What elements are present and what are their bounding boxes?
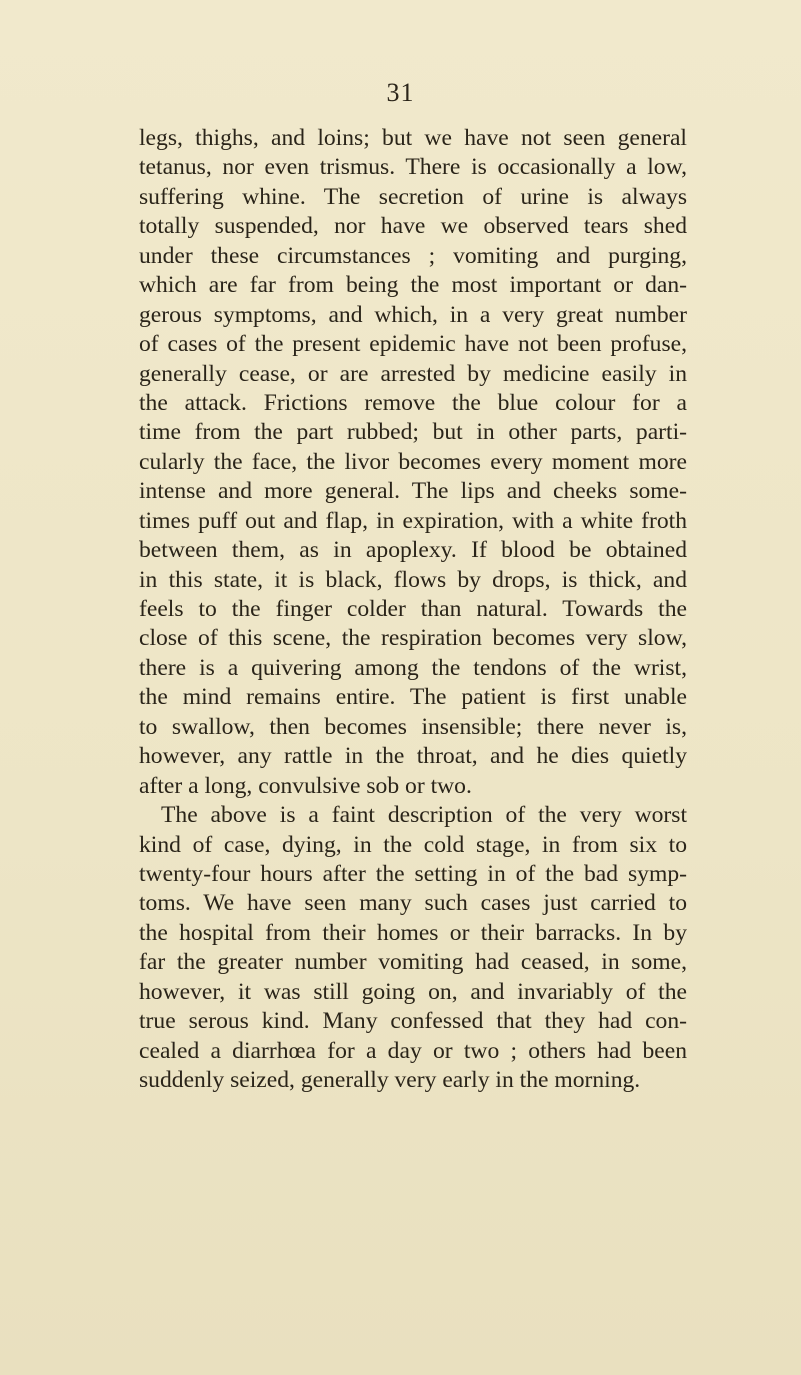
text-line: feels to the finger colder than natural. Towards the — [139, 596, 687, 622]
text-line: far the greater number vomiting had ceased, in some, — [139, 949, 687, 976]
text-line: of cases of the present epidemic have not been profuse, — [139, 331, 687, 358]
text-line: legs, thighs, and loins; but we have not seen general — [139, 125, 687, 151]
text-line: the mind remains entire. The patient is first unable — [139, 684, 687, 711]
text-line: close of this scene, the respiration becomes very slow, — [139, 625, 687, 652]
text-line: intense and more general. The lips and cheeks some- — [139, 478, 687, 505]
text-line: however, it was still going on, and invariably of the — [139, 978, 687, 1005]
text-line: generally cease, or are arrested by medicine easily in — [139, 360, 687, 387]
text-line: tetanus, nor even trismus. There is occasionally a low, — [139, 154, 687, 181]
text-line: in this state, it is black, flows by drops, is thick, and — [139, 566, 687, 593]
text-line: between them, as in apoplexy. If blood be obtained — [139, 537, 687, 564]
text-line: times puff out and flap, in expiration, with a white froth — [139, 507, 687, 534]
text-line: toms. We have seen many such cases just carried to — [139, 890, 687, 917]
text-line: totally suspended, nor have we observed tears shed — [139, 213, 687, 240]
text-line: gerous symptoms, and which, in a very great number — [139, 301, 687, 328]
text-line: suddenly seized, generally very early in the morning. — [139, 1067, 641, 1093]
text-line: cealed a diarrhœa for a day or two ; others had been — [139, 1037, 687, 1064]
text-line: the attack. Frictions remove the blue colour for a — [139, 389, 687, 416]
text-line: kind of case, dying, in the cold stage, in from six to — [139, 831, 687, 858]
text-line: there is a quivering among the tendons of the wrist, — [139, 654, 687, 681]
text-line: the hospital from their homes or their barracks. In by — [139, 919, 687, 946]
text-line: to swallow, then becomes insensible; there never is, — [139, 713, 687, 740]
text-line: time from the part rubbed; but in other parts, parti- — [139, 419, 687, 446]
text-line: under these circumstances ; vomiting and purging, — [139, 242, 687, 269]
text-line: however, any rattle in the throat, and he dies quietly — [139, 743, 687, 770]
text-line: true serous kind. Many confessed that they had con- — [139, 1008, 687, 1035]
text-line: which are far from being the most important or dan- — [139, 272, 687, 299]
text-line: after a long, convulsive sob or two. — [139, 772, 472, 799]
body-text — [139, 124, 687, 1095]
text-line: twenty-four hours after the setting in of the bad symp- — [139, 860, 687, 887]
text-line: cularly the face, the livor becomes every moment more — [139, 448, 687, 475]
page-number: 31 — [386, 78, 415, 107]
text-line: suffering whine. The secretion of urine is always — [139, 183, 687, 210]
text-line: The above is a faint description of the very worst — [161, 802, 687, 829]
